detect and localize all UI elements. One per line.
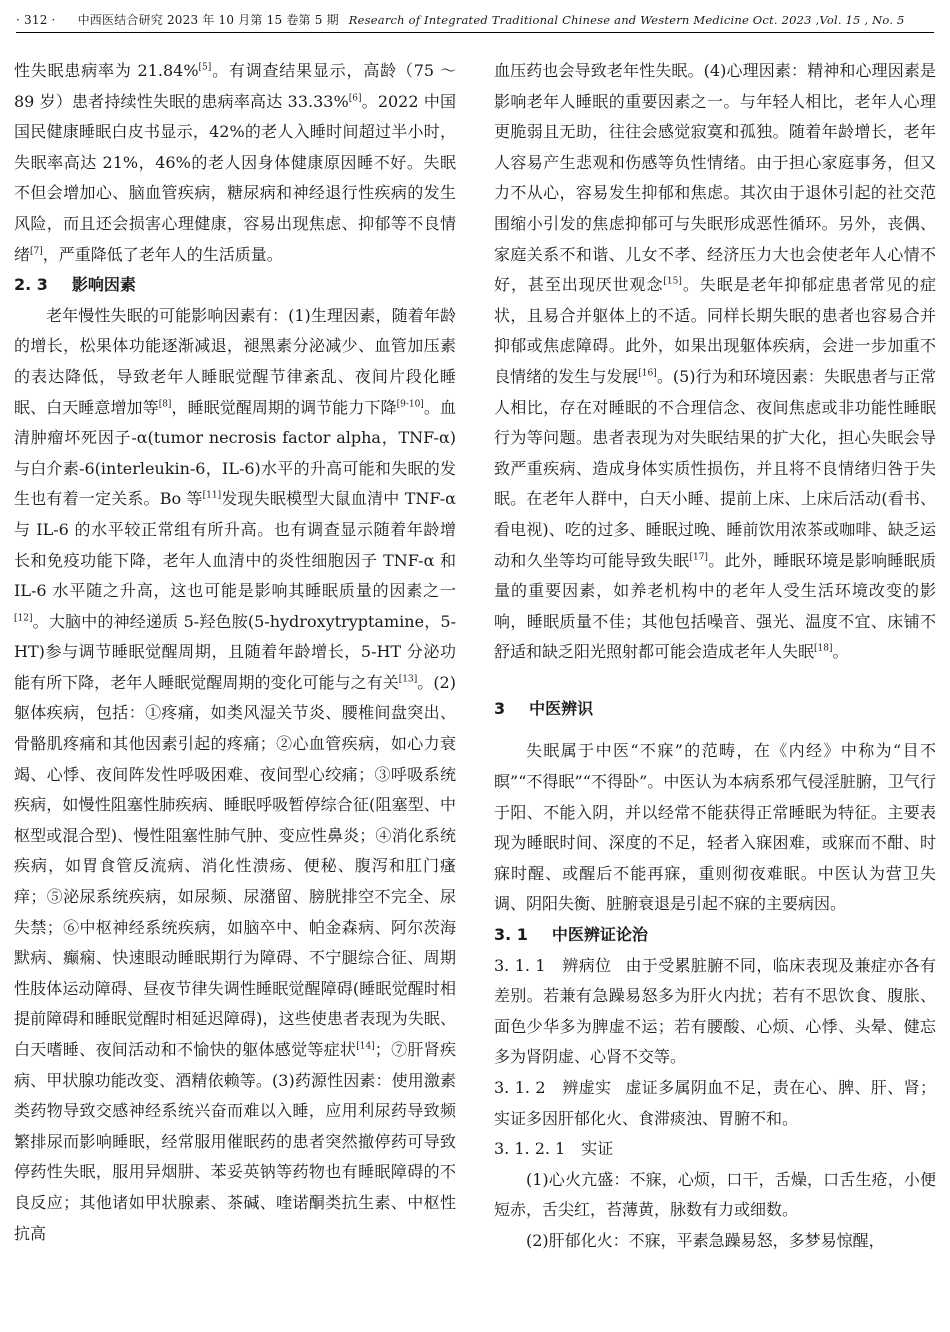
- citation-ref: [13]: [398, 674, 418, 685]
- section-number: 3: [494, 698, 506, 718]
- section-number: 2. 3: [14, 275, 48, 295]
- paragraph-disease-location: [494, 951, 936, 1073]
- subsection-text: 由于受累脏腑不同，临床表现及兼症亦各有差别。若兼有急躁易怒多为肝火内扰；若有不思饮食、腹胀、面色少华多为脾虚不运；若有腰酸、心烦、心悸、头晕、健忘多为肾阴虚、心肾不交等。: [494, 955, 936, 1067]
- subsection-text: 虚证多属阴血不足，责在心、脾、肝、肾；实证多因肝郁化火、食滞痰浊、胃腑不和。: [494, 1078, 936, 1128]
- text-run: 血压药也会导致老年性失眠。(4)心理因素：精神和心理因素是影响老年人睡眠的重要因素之一。与年轻人相比，老年人心理更脆弱且无助，往往会感觉寂寞和孤独。随着年龄增长，老年人容易产生悲观和伤感等负性情绪。由于担心家庭事务，但又力不从心，容易发生抑郁和焦虑。其次由于退休引起的社交范围缩小引发的焦虑抑郁可与失眠形成恶性循环。另外，丧偶、家庭关系不和谐、儿女不孝、经济压力大也会使老年人心情不好，甚至出现厌世观念: [494, 61, 936, 295]
- text-run: 。此外，睡眠环境是影响睡眠质量的重要因素，如养老机构中的老年人受生活环境改变的影响，睡眠质量不佳；其他包括噪音、强光、温度不宜、床铺不舒适和缺乏阳光照射都可能会造成老年人失眠: [494, 550, 936, 662]
- paragraph-heart-fire: (1)心火亢盛：不寐，心烦，口干，舌燥，口舌生疮，小便短赤，舌尖红，苔薄黄，脉数有力或细数。: [494, 1169, 936, 1220]
- section-heading-3-1: [494, 920, 936, 951]
- page-number: · 312 ·: [16, 13, 56, 27]
- citation-ref: [7]: [30, 246, 43, 257]
- section-heading-2-3: [14, 270, 456, 301]
- paragraph-influencing-factors: [14, 301, 456, 1249]
- citation-ref: [16]: [638, 368, 657, 379]
- citation-ref: [8]: [158, 399, 172, 410]
- text-run: 。大脑中的神经递质 5-羟色胺(5-hydroxytryptamine，5-HT)参与调节睡眠觉醒周期，且随着年龄增长，5-HT 分泌功能有所下降，老年人睡眠觉醒周期的变化可能与之有关: [14, 611, 456, 692]
- text-run: 。血清肿瘤坏死因子-α(tumor necrosis factor alpha，TNF-α)与白介素-6(interleukin-6，IL-6)水平的升高可能和失眠的发生也有着一定关系。Bo 等: [14, 397, 456, 509]
- citation-ref: [17]: [689, 552, 708, 563]
- text-run: 。2022 中国国民健康睡眠白皮书显示，42%的老人入睡时间超过半小时，失眠率高达 21%，46%的老人因身体健康原因睡不好。失眠不但会增加心、脑血管疾病，糖尿病和神经退行性疾病的发生风险，而且还会损害心理健康，容易出现焦虑、抑郁等不良情绪: [14, 91, 456, 264]
- section-heading-3: [494, 694, 936, 725]
- paragraph-prevalence: [14, 56, 456, 270]
- citation-ref: [15]: [663, 276, 682, 287]
- left-column: [14, 56, 456, 1249]
- citation-ref: [6]: [348, 93, 362, 104]
- paragraph-deficiency-excess: [494, 1073, 936, 1134]
- citation-ref: [5]: [198, 62, 212, 73]
- section-title: 中医辨证论治: [551, 925, 648, 945]
- section-title: 影响因素: [71, 275, 136, 295]
- subsection-heading-3-1-2-1: 3. 1. 2. 1 实证: [494, 1139, 614, 1159]
- citation-ref: [18]: [814, 643, 833, 654]
- text-run: ，严重降低了老年人的生活质量。: [42, 244, 283, 264]
- section-number: 3. 1: [494, 925, 528, 945]
- text-run: 。(2)躯体疾病，包括：①疼痛，如类风湿关节炎、腰椎间盘突出、骨骼肌疼痛和其他因素引起的疼痛；②心血管疾病，如心力衰竭、心悸、夜间阵发性呼吸困难、夜间型心绞痛；③呼吸系统疾病，如慢性阻塞性肺疾病、睡眠呼吸暂停综合征(阻塞型、中枢型或混合型)、慢性阻塞性肺气肿、变应性鼻炎；④消化系统疾病，如胃食管反流病、消化性溃疡、便秘、腹泻和肛门瘙痒；⑤泌尿系统疾病，如尿频、尿潴留、膀胱排空不完全、尿失禁；⑥中枢神经系统疾病，如脑卒中、帕金森病、阿尔茨海默病、癫痫、快速眼动睡眠期行为障碍、不宁腿综合征、周期性肢体运动障碍、昼夜节律失调性睡眠觉醒障碍(睡眠觉醒时相提前障碍和睡眠觉醒时相延迟障碍)，这些使患者表现为失眠、白天嗜睡、夜间活动和不愉快的躯体感觉等症状: [14, 672, 456, 1059]
- text-run: 。: [832, 642, 849, 662]
- text-run: 。(5)行为和环境因素：失眠患者与正常人相比，存在对睡眠的不合理信念、夜间焦虑或非功能性睡眠行为等问题。患者表现为对失眠结果的扩大化，担心失眠会导致严重疾病、造成身体实质性损伤，并且将不良情绪归咎于失眠。在老年人群中，白天小睡、提前上床、上床后活动(看书、看电视)、吃的过多、睡眠过晚、睡前饮用浓茶或咖啡、缺乏运动和久坐等均可能导致失眠: [494, 366, 936, 570]
- text-run: 发现失眠模型大鼠血清中 TNF-α 与 IL-6 的水平较正常组有所升高。也有调查显示随着年龄增长和免疫功能下降，老年人血清中的炎性细胞因子 TNF-α 和 IL-6 水平随之升高，这也可能是影响其睡眠质量的因素之一: [14, 489, 456, 601]
- citation-ref: [9-10]: [396, 399, 424, 410]
- text-run: ，睡眠觉醒周期的调节能力下降: [171, 397, 397, 417]
- citation-ref: [14]: [356, 1041, 375, 1052]
- subsection-heading-3-1-2: 3. 1. 2 辨虚实: [494, 1078, 612, 1097]
- text-run: 性失眠患病率为 21.84%: [14, 61, 199, 80]
- running-header: [16, 8, 934, 33]
- text-run: ；⑦肝肾疾病、甲状腺功能改变、酒精依赖等。(3)药源性因素：使用激素类药物导致交感神经系统兴奋而难以入睡，应用利尿药导致频繁排尿而影响睡眠，经常服用催眠药的患者突然撤停药可导致停药性失眠，服用异烟肼、苯妥英钠等药物也有睡眠障碍的不良反应；其他诸如甲状腺素、茶碱、喹诺酮类抗生素、中枢性抗高: [14, 1040, 456, 1243]
- section-title: 中医辨识: [529, 698, 594, 718]
- citation-ref: [12]: [14, 613, 33, 624]
- paragraph-liver-fire: (2)肝郁化火：不寐，平素急躁易怒，多梦易惊醒，: [526, 1230, 885, 1250]
- journal-title-en: Research of Integrated Traditional Chinese and Western Medicine Oct. 2023 ,Vol. 15 , No. 5: [348, 13, 905, 27]
- paragraph-factors-continued: [494, 56, 936, 668]
- text-run: 。有调查结果显示，高龄（75 ～ 89 岁）患者持续性失眠的患病率高达 33.33%: [14, 61, 456, 111]
- text-run: 老年慢性失眠的可能影响因素有：(1)生理因素，随着年龄的增长，松果体功能逐渐减退，褪黑素分泌减少、血管加压素的表达降低，导致老年人睡眠觉醒节律紊乱、夜间片段化睡眠、白天睡意增加等: [14, 305, 456, 417]
- journal-title-cn: 中西医结合研究 2023 年 10 月第 15 卷第 5 期: [77, 13, 339, 27]
- right-column: [494, 56, 936, 1257]
- paragraph-tcm-overview: 失眠属于中医“不寐”的范畴，在《内经》中称为“目不瞑”“不得眠”“不得卧”。中医认为本病系邪气侵淫脏腑，卫气行于阳、不能入阴，并以经常不能获得正常睡眠为特征。主要表现为睡眠时间、深度的不足，轻者入寐困难，或寐而不酣、时寐时醒、或醒后不能再寐，重则彻夜难眠。中医认为营卫失调、阴阳失衡、脏腑衰退是引起不寐的主要病因。: [494, 741, 936, 914]
- subsection-heading-3-1-1: 3. 1. 1 辨病位: [494, 955, 612, 975]
- text-run: 。失眠是老年抑郁症患者常见的症状，且易合并躯体上的不适。同样长期失眠的患者也容易合并抑郁或焦虑障碍。此外，如果出现躯体疾病，会进一步加重不良情绪的发生与发展: [494, 275, 936, 386]
- citation-ref: [11]: [202, 490, 222, 501]
